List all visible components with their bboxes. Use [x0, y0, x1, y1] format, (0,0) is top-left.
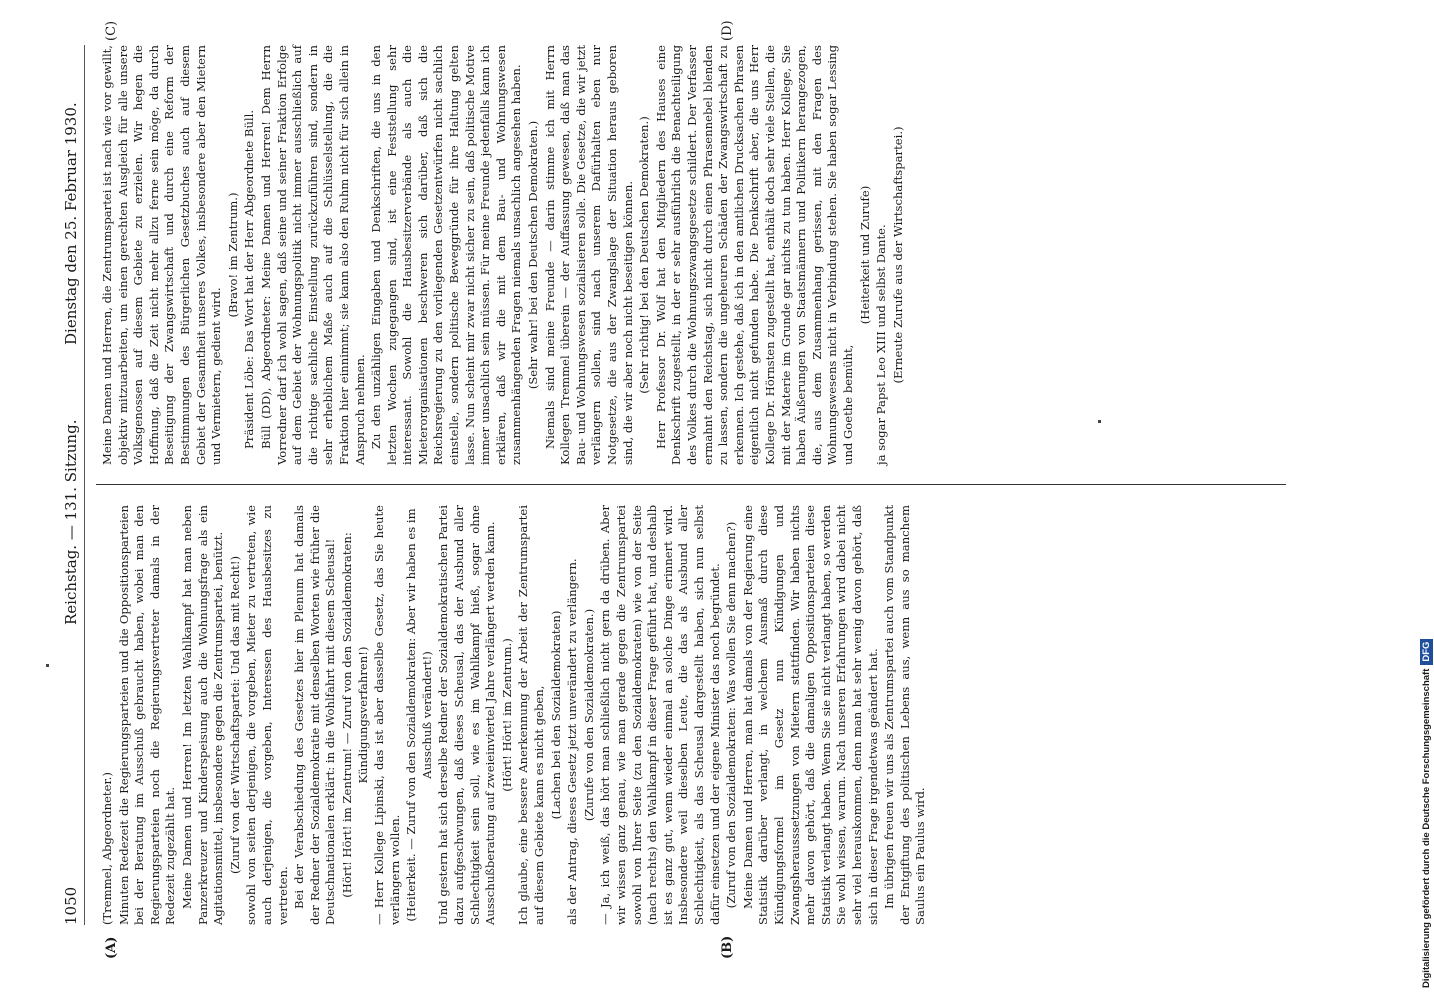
margin-mark-c: (C)	[104, 20, 119, 41]
paragraph: Ich glaube, eine bessere Anerkennung der Arbeit der Zentrumspartei auf diesem Gebiete kann es nicht geben,	[516, 505, 547, 925]
page-header	[60, 45, 85, 925]
paragraph: (Zurufe von den Sozialdemokraten.)	[581, 608, 596, 822]
funding-note-text: Digitalisierung gefördert durch die Deutsche Forschungsgemeinschaft	[1421, 668, 1432, 988]
paragraph: ja sogar Papst Leo XIII und selbst Dante.	[874, 224, 889, 465]
scan-speck	[46, 664, 49, 667]
paragraph: (Zuruf von der Wirtschaftspartei: Und das mit Recht!)	[227, 556, 242, 875]
paragraph: als der Antrag, dieses Gesetz jetzt unverändert zu verlängern.	[565, 558, 580, 925]
paragraph: Herr Professor Dr. Wolf hat den Mitgliedern des Hauses eine Denkschrift zugestellt, in der er sehr ausführlich die Benachteiligung des Volkes durch die Wohnungszwangsgesetze schildert. Der Verfasser ermahnt den Reichstag, sich nicht durch einen Phrasennebel blenden zu lassen, sondern die ungeheuren Schäden der Zwangswirtschaft zu erkennen. Ich gestehe, daß ich in den amtlichen Drucksachen Phrasen eigentlich nicht gefunden habe. Die Denkschrift aber, die uns Herr Kollege Dr. Hörnsten zugestellt hat, enthält doch sehr viele Stellen, die mit der Materie im Grunde gar nichts zu tun haben. Herr Kollege, Sie haben Äußerungen von Staatsmännern und Politikern herangezogen, die, aus dem Zusammenhang gerissen, mit den Fragen des Wohnungswesens nicht in Verbindung stehen. Sie haben sogar Lessing und Goethe bemüht,	[653, 45, 855, 465]
paragraph: (Hört! Hört! im Zentrum.)	[499, 638, 514, 792]
paragraph: Und gestern hat sich derselbe Redner der Sozialdemokratischen Partei dazu aufgeschwungen, daß dieses Scheusal, das der Ausbund aller Schlechtigkeit sein soll, wie es im Wahlkampf hieß, sogar ohne Ausschußberatung auf zweieinviertel Jahre verlängert werden kann.	[436, 505, 498, 925]
paragraph: (Erneute Zurufe aus der Wirtschaftspartei.)	[890, 126, 905, 384]
page-title: Reichstag. — 131. Sitzung.	[62, 419, 80, 625]
scan-speck	[1098, 420, 1101, 423]
paragraph: (Sehr richtig! bei den Deutschen Demokraten.)	[637, 116, 652, 394]
right-column	[100, 45, 907, 465]
margin-mark-a: (A)	[104, 936, 119, 959]
paragraph: (Heiterkeit und Zurufe)	[857, 185, 872, 325]
column-divider	[96, 484, 1286, 485]
funding-note-strip	[1408, 0, 1434, 1000]
page-date: Dienstag den 25. Februar 1930.	[62, 102, 80, 345]
paragraph: Niemals sind meine Freunde — darin stimme ich mit Herrn Kollegen Tremmel überein — der Auffassung gewesen, daß man das Bau- und Wohnungswesen sozialisieren solle. Die Gesetze, die wir jetzt verlängern sollen, sind nach unserem Dafürhalten eben nur Notgesetze, die aus der Zwangslage der Situation heraus geboren sind, die wir aber noch nicht beseitigen können.	[542, 45, 635, 465]
paragraph: Im übrigen freuen wir uns als Zentrumspartei auch vom Standpunkt der Entgiftung des politischen Lebens aus, wenn aus so manchem Saulus ein Paulus wird.	[882, 505, 928, 925]
page-number: 1050	[62, 886, 80, 925]
paragraph: (Sehr wahr! bei den Deutschen Demokraten.)	[526, 120, 541, 390]
left-column	[100, 505, 930, 925]
paragraph: sowohl von seiten derjenigen, die vorgeben, Mieter zu vertreten, wie auch derjenigen, die vorgeben, Interessen des Hausbesitzes zu vertreten.	[244, 505, 290, 925]
paragraph: (Zuruf von den Sozialdemokraten: Was wollen Sie denn machen?)	[724, 521, 739, 909]
margin-mark-d: (D)	[720, 20, 735, 41]
paragraph: (Hört! Hört! im Zentrum! — Zuruf von den Sozialdemokraten: Kündigungsverfahren!)	[339, 532, 370, 898]
paragraph: (Heiterkeit. — Zuruf von den Sozialdemokraten: Aber wir haben es im Ausschuß verändert!)	[404, 508, 434, 922]
paragraph: — Herr Kollege Lipinski, das ist aber dasselbe Gesetz, das Sie heute verlängern wollen.	[372, 505, 402, 925]
paragraph: (Lachen bei den Sozialdemokraten)	[548, 610, 563, 820]
margin-mark-b: (B)	[720, 935, 735, 959]
paragraph: Bei der Verabschiedung des Gesetzes hier im Plenum hat damals der Redner der Sozialdemokratie mit denselben Worten wie früher die Deutschnationalen erklärt: in die Wohlfahrt mit diesem Scheusal!	[292, 505, 338, 925]
paragraph: Meine Damen und Herren, die Zentrumspartei ist nach wie vor gewillt, objektiv mitzuarbeiten, um einen gerechten Ausgleich für alle unsere Volksgenossen auf diesem Gebiete zu erzielen. Wir hegen die Hoffnung, daß die Zeit nicht mehr allzu ferne sein möge, da durch Beseitigung der Zwangswirtschaft und durch eine Reform der Bestimmungen des Bürgerlichen Gesetzbuches auch auf diesem Gebiet der Gesamtheit unseres Volkes, insbesondere aber den Mietern und Vermietern, gedient wird.	[100, 45, 224, 465]
paragraph: Meine Damen und Herren, man hat damals von der Regierung eine Statistik darüber verlangt, in welchem Ausmaß durch diese Kündigungsformel im Gesetz nun Kündigungen und Zwangsherausssetzungen von Mietern stattfinden. Wir haben nichts mehr davon gehört, daß die damaligen Oppositionsparteien diese Statistik verlangt haben. Wenn Sie sie nicht verlangt haben, so werden Sie wohl wissen, warum. Nach unseren Erfahrungen wird dabei nicht sehr viel herauskommen, denn man hat sehr wenig davon gehört, daß sich in dieser Frage irgendetwas geändert hat.	[740, 505, 880, 925]
paragraph: Meine Damen und Herren! Im letzten Wahlkampf hat man neben Panzerkreuzer und Kinderspeisung auch die Wohnungsfrage als ein Agitationsmittel, insbesondere gegen die Zentrumspartei, benützt.	[179, 505, 226, 925]
paragraph: — Ja, ich weiß, das hört man schließlich nicht gern da drüben. Aber wir wissen ganz genau, wie man gerade gegen die Zentrumspartei sowohl von Ihrer Seite (zu den Sozialdemokraten) wie von der Seite (nach rechts) den Wahlkampf in dieser Frage geführt hat, und deshalb ist es ganz gut, wenn wieder einmal an solche Dinge erinnert wird. Insbesondere weil dieselben Leute, die das als Ausbund aller Schlechtigkeit, als das Scheusal dargestellt haben, sich nun selbst dafür einsetzen und der eigene Minister das noch begründet.	[598, 505, 722, 925]
paragraph: (Tremmel, Abgeordneter.)	[100, 772, 114, 925]
dfg-logo: DFG	[1420, 639, 1433, 665]
funding-note	[1421, 0, 1432, 1000]
paragraph: (Bravo! im Zentrum.)	[225, 192, 240, 318]
paragraph: Präsident Löbe: Das Wort hat der Herr Abgeordnete Büll.	[242, 109, 257, 449]
rotated-page-content	[60, 20, 1295, 959]
paragraph: Büll (DD), Abgeordneter: Meine Damen und Herren! Dem Herrn Vorredner darf ich wohl sagen, daß seine und seiner Fraktion Erfolge auf dem Gebiet der Wohnungspolitik nicht immer ausschließlich auf die richtige sachliche Einstellung zurückzuführen sind, sondern in sehr erheblichem Maße auch auf die Schlüsselstellung, die die Fraktion hier einnimmt; sie kann also den Ruhm nicht für sich allein in Anspruch nehmen.	[258, 45, 367, 465]
paragraph: Zu den unzähligen Eingaben und Denkschriften, die uns in den letzten Wochen zugegangen sind, ist eine Feststellung sehr interessant. Sowohl die Hausbesitzerverbände als auch die Mieterorganisationen beschweren sich darüber, daß sich die Reichsregierung zu den vorliegenden Gesetzentwürfen nicht sachlich einstelle, sondern politische Beweggründe für ihre Haltung gelten lasse. Nun scheint mir zwar nicht sicher zu sein, daß politische Motive immer unsachlich sein müssen. Für meine Freunde jedenfalls kann ich erklären, daß wir die mit dem Bau- und Wohnungswesen zusammenhängenden Fragen niemals unsachlich angesehen haben.	[369, 45, 524, 465]
paragraph: Minuten Redezeit die Regierungsparteien und die Oppositionsparteien bei der Beratung im Ausschuß gebraucht haben, wobei man den Regierungsparteien noch die Regierungsvertreter damals in der Redezeit zugezählt hat.	[116, 505, 178, 925]
